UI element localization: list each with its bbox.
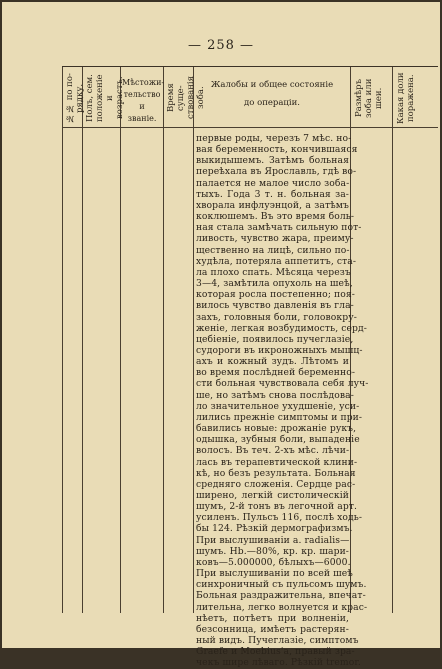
header-goiter-size: Размѣръ зоба или шеи.: [354, 78, 384, 118]
complaint-line: усиленъ. Пульсъ 116, послѣ ходь-: [196, 512, 363, 524]
complaint-line: шумъ. Hb.—80%, кр. кр. шари-: [196, 545, 349, 557]
complaint-line: первые роды, черезъ 7 мѣс. но-: [196, 133, 352, 144]
complaint-line: чекъ шире лѣваго. Рѣзкій tremor.: [196, 657, 361, 669]
complaint-line: При выслушиваніи a. radialis—: [196, 534, 350, 546]
complaint-line: худѣла, потеряла аппетитъ, ста-: [196, 255, 357, 267]
complaint-line: ный видъ. Пучеглазіе, симптомъ: [196, 635, 359, 647]
complaint-line: бавились новые: дрожаніе рукъ,: [196, 423, 357, 435]
complaint-line: женіе, легкая возбудимость, серд-: [196, 322, 367, 334]
header-residence: Мѣстожи- тельство и званіе.: [122, 78, 165, 123]
complaint-line: лились прежніе симптомы и при-: [196, 411, 363, 423]
table-rule: [120, 67, 121, 613]
complaint-line: ахъ и кожный зудъ. Лѣтомъ и: [196, 356, 349, 368]
complaint-line: судороги въ икроножныхъ мышц-: [196, 344, 363, 356]
complaint-line: волосъ. Въ теч. 2-хъ мѣс. лѣчи-: [196, 445, 350, 457]
table-rule: [163, 67, 164, 613]
complaint-line: тыхъ. Года 3 т. н. больная за-: [196, 188, 349, 200]
page-number: — 258 —: [187, 38, 255, 53]
complaint-line: средняго сложенія. Сердце рас-: [196, 478, 356, 490]
complaint-line: шумъ, 2-й тонъ въ легочной арт.: [196, 501, 358, 513]
table-rule: [193, 67, 194, 613]
complaint-line: ная стала замѣчать сильную пот-: [196, 222, 362, 234]
complaint-line: кѣ, но безъ результата. Больная: [196, 467, 356, 479]
complaints-text: [196, 133, 369, 669]
complaint-line: сти больная чувствовала себя луч-: [196, 378, 369, 390]
complaint-line: Больная раздражительна, впечат-: [196, 590, 366, 602]
complaint-line: выкидышемъ. Затѣмъ больная: [196, 155, 349, 167]
complaint-line: лась въ терапевтической клини-: [196, 456, 358, 468]
table-rule: [392, 67, 393, 613]
complaint-line: ло значительное ухудшеніе, уси-: [196, 400, 360, 412]
header-rule: [62, 127, 438, 128]
complaint-line: нѣетъ, потѣетъ при волненіи,: [196, 612, 349, 624]
complaint-line: Graefe и Moebius'a, правый зра-: [196, 646, 355, 658]
complaint-line: ла плохо спать. Мѣсяца черезъ: [196, 266, 351, 278]
table-rule: [62, 67, 63, 613]
complaint-line: вая беременность, кончившаяся: [196, 144, 358, 156]
header-lobe: Какая доли поражена.: [396, 72, 416, 124]
complaint-line: лительна, легко волнуется и крас-: [196, 601, 368, 613]
complaint-line: захъ, головныя боли, головокру-: [196, 311, 357, 323]
complaint-line: коклюшемъ. Въ это время боль-: [196, 211, 355, 223]
complaint-line: палается не малое число зоба-: [196, 177, 350, 189]
complaint-line: цебіеніе, появилось пучеглазіе,: [196, 333, 354, 345]
table-rule: [82, 67, 83, 613]
case-table: [62, 66, 438, 669]
complaint-line: одышка, зубныя боли, выпаденіе: [196, 434, 360, 446]
complaint-line: При выслушиваніи по всей шеѣ: [196, 568, 353, 580]
complaint-line: вилось чувство давленія въ гла-: [196, 300, 354, 312]
complaint-line: бы 124. Рѣзкій дермографизмъ.: [196, 523, 353, 535]
header-complaints-1: Жалобы и общее состояніе: [210, 80, 334, 90]
complaint-line: ливость, чувство жара, преиму-: [196, 233, 354, 245]
book-page: [2, 2, 440, 669]
header-complaints-2: до операціи.: [244, 98, 300, 108]
complaint-line: хворала инфлуэнцой, а затѣмъ: [196, 199, 349, 211]
complaint-line: ковъ—5.000000, бѣлыхъ—6000.: [196, 556, 351, 568]
complaint-line: безсонница, имѣетъ растерян-: [196, 623, 349, 635]
complaint-line: 3—4, замѣтила опухоль на шеѣ,: [196, 278, 353, 290]
header-sex-age: Полъ, сем. положеніе и возрастъ.: [85, 74, 125, 122]
complaint-line: во время послѣдней беременно-: [196, 367, 356, 379]
header-number: №№ по по- рядку.: [65, 73, 85, 123]
header-goiter-duration: Время суще- ствованія зоба.: [166, 76, 206, 120]
complaint-line: щественно на лицѣ, сильно по-: [196, 244, 350, 256]
complaint-line: синхроничный съ пульсомъ шумъ.: [196, 579, 367, 591]
complaint-line: которая росла постепенно; поя-: [196, 289, 355, 301]
complaint-line: ше, но затѣмъ снова послѣдова-: [196, 389, 354, 401]
complaint-line: ширено, легкій систолическій: [196, 490, 349, 501]
complaint-line: переѣхала въ Ярославль, гдѣ во-: [196, 166, 357, 178]
